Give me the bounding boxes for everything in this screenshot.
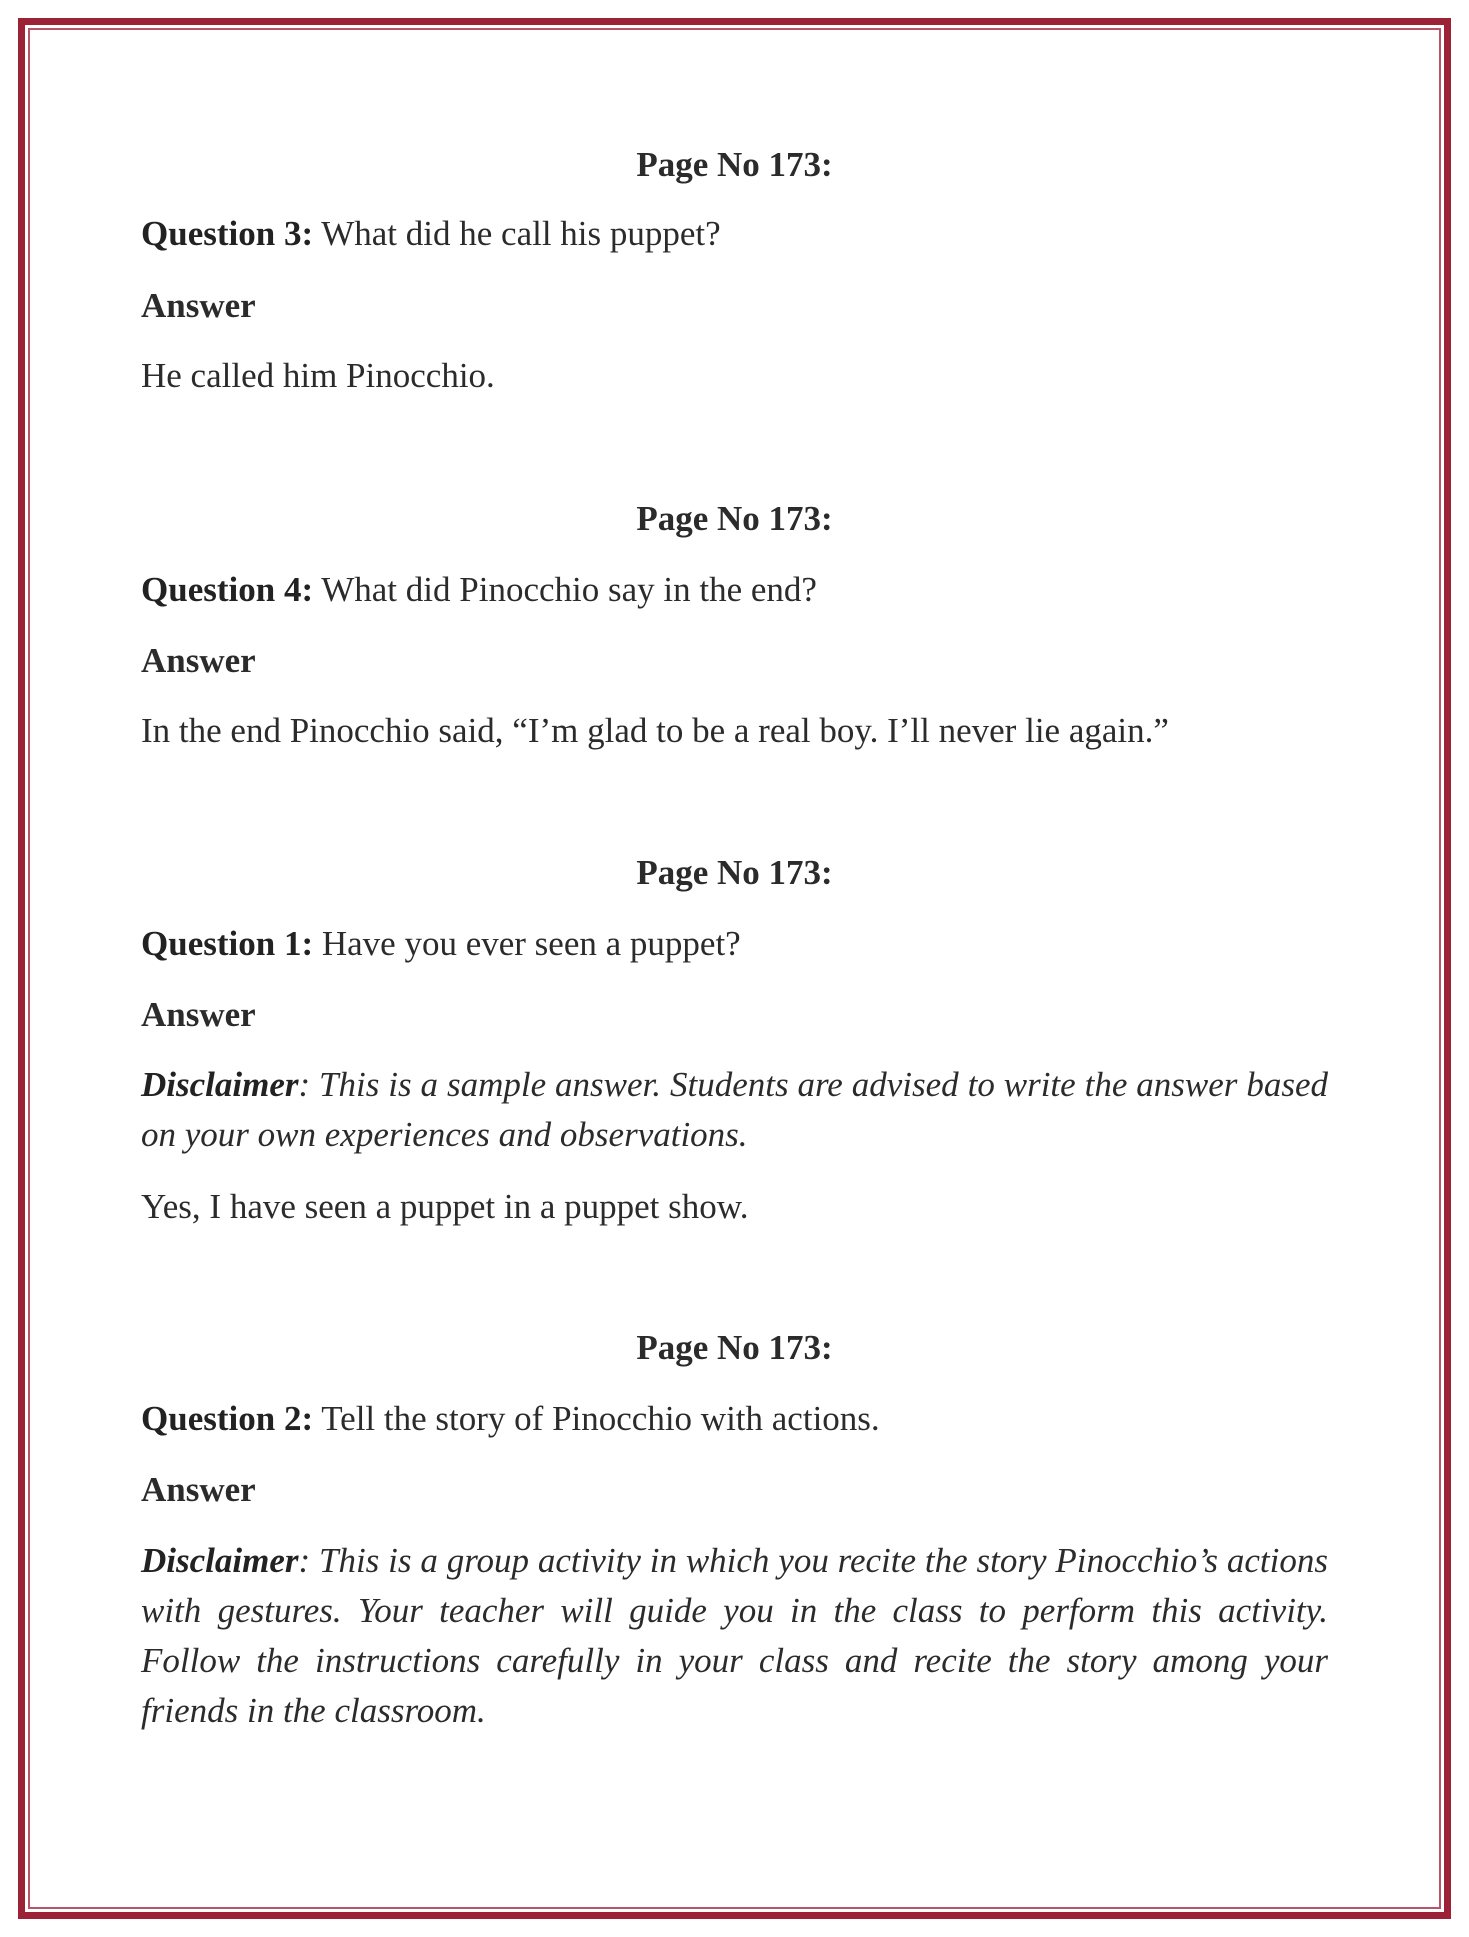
page-heading: Page No 173:: [636, 499, 833, 538]
question-text: Tell the story of Pinocchio with actions.: [321, 1399, 880, 1438]
disclaimer-label: Disclaimer: [141, 1541, 299, 1580]
answer-label: Answer: [141, 1470, 256, 1509]
answer-label: Answer: [141, 995, 256, 1034]
page-heading: Page No 173:: [636, 145, 833, 184]
answer-text: He called him Pinocchio.: [141, 356, 495, 395]
question: [141, 568, 1328, 612]
question-text: What did he call his puppet?: [321, 214, 721, 253]
question-text: What did Pinocchio say in the end?: [321, 570, 817, 609]
disclaimer: [141, 1536, 1328, 1736]
question: [141, 212, 1328, 256]
question-label: Question 4:: [141, 570, 314, 609]
page-heading: Page No 173:: [636, 1328, 833, 1367]
disclaimer: [141, 1060, 1328, 1160]
disclaimer-text: : This is a sample answer. Students are advised to write the answer based on your own experiences and observations.: [141, 1065, 1328, 1154]
page-heading: Page No 173:: [636, 853, 833, 892]
answer-label: Answer: [141, 641, 256, 680]
disclaimer-text: : This is a group activity in which you recite the story Pinocchio’s actions with gestures. Your teacher will guide you in the class to perform this activity. Follow the instructions carefully in your class and recite the story among your friends in the classroom.: [141, 1541, 1328, 1730]
question-label: Question 1:: [141, 924, 314, 963]
question-label: Question 2:: [141, 1399, 314, 1438]
answer-text: Yes, I have seen a puppet in a puppet show.: [141, 1187, 749, 1226]
answer-label: Answer: [141, 286, 256, 325]
question-text: Have you ever seen a puppet?: [321, 924, 741, 963]
answer-text: In the end Pinocchio said, “I’m glad to be a real boy. I’ll never lie again.”: [141, 711, 1169, 750]
question-label: Question 3:: [141, 214, 314, 253]
question: [141, 1397, 1328, 1441]
question: [141, 922, 1328, 966]
disclaimer-label: Disclaimer: [141, 1065, 299, 1104]
